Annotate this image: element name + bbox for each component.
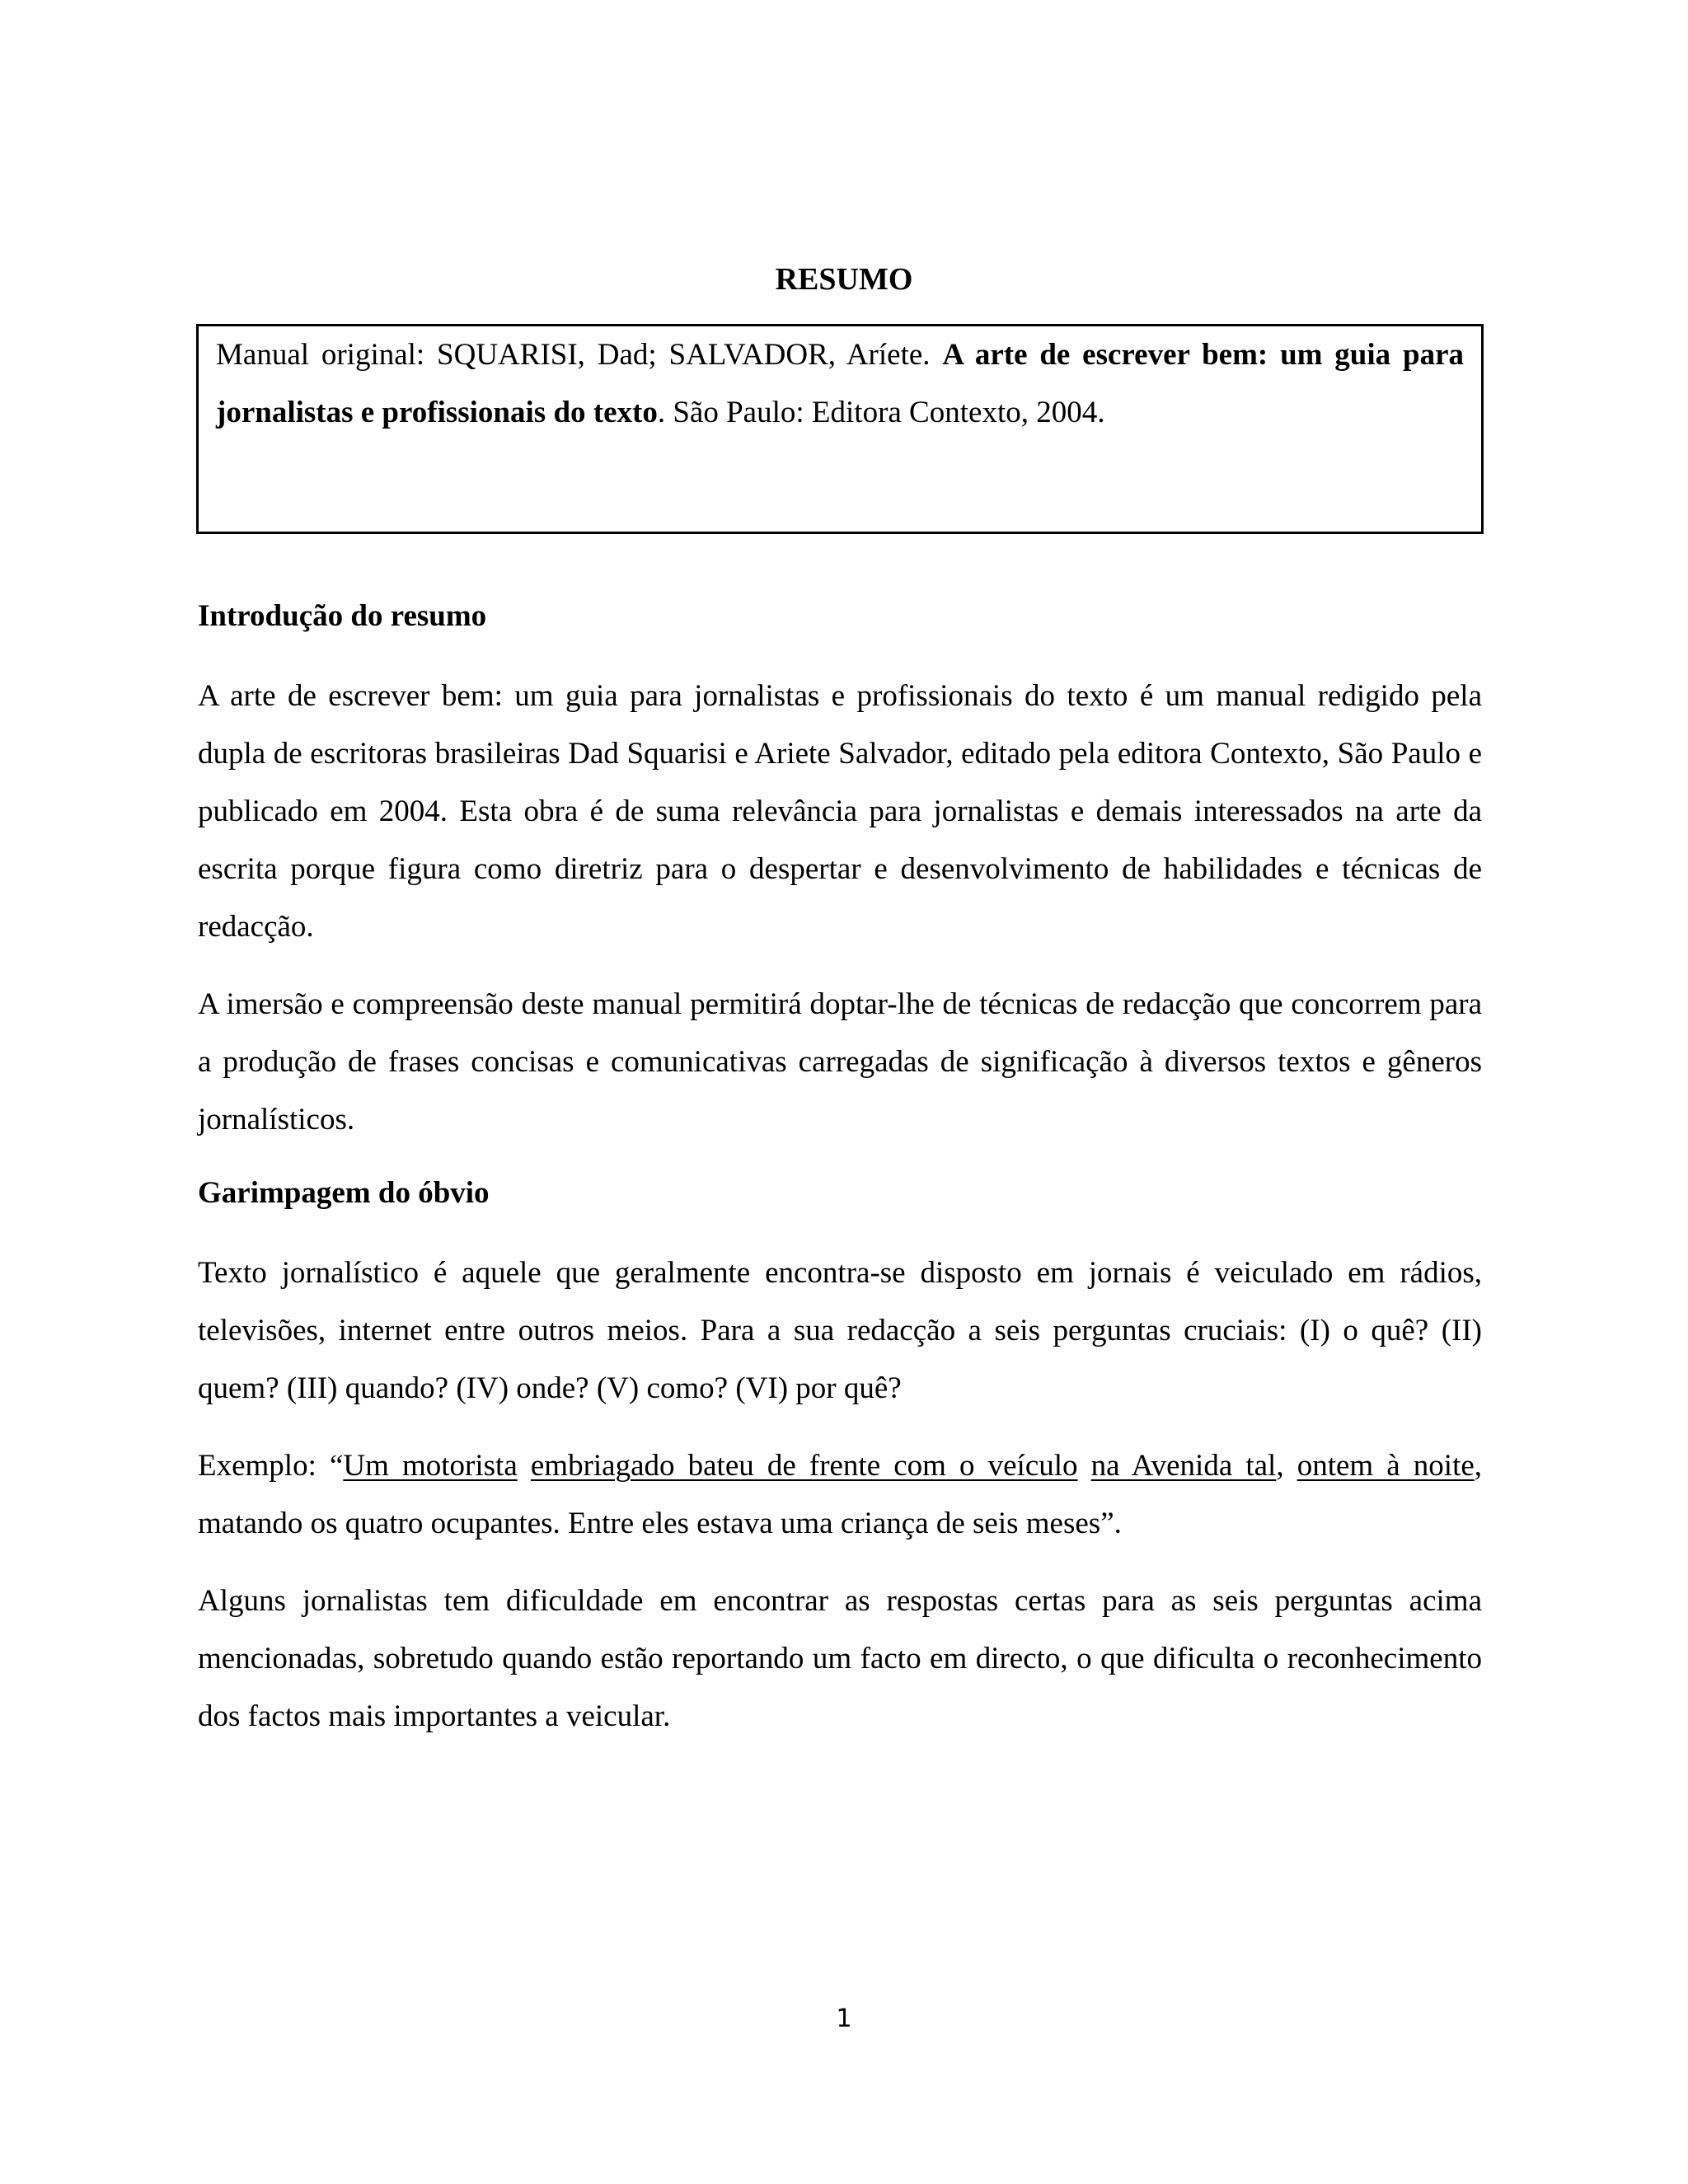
- intro-paragraph-1: A arte de escrever bem: um guia para jornalistas e profissionais do texto é um manual redigido pela dupla de escritoras brasileiras Dad Squarisi e Ariete Salvador, editado pela editora Contexto, São Paulo e publicado em 2004. Esta obra é de suma relevância para jornalistas e demais interessados na arte da escrita porque figura como diretriz para o despertar e desenvolvimento de habilidades e técnicas de redacção.: [198, 679, 1482, 944]
- example-rest: , matando os quatro ocupantes. Entre eles estava uma criança de seis meses”.: [198, 1449, 1483, 1540]
- page-number: 1: [836, 2004, 852, 2033]
- example-separator: ,: [1276, 1449, 1297, 1483]
- reference-book-title-part2: para jornalistas e profissionais do texto: [216, 338, 1464, 429]
- reference-book-title-part1: A arte de escrever bem: um guia: [942, 338, 1391, 372]
- example-label: Exemplo: “: [198, 1449, 344, 1483]
- reference-prefix: Manual original: SQUARISI, Dad; SALVADOR, Aríete.: [216, 338, 943, 372]
- intro-paragraph-2: A imersão e compreensão deste manual permitirá doptar-lhe de técnicas de redacção que concorrem para a produção de frases concisas e comunicativas carregadas de significação à diversos textos e gêneros jornalísticos.: [198, 987, 1482, 1137]
- section-heading-garimpagem: Garimpagem do óbvio: [198, 1176, 490, 1210]
- garimpagem-paragraph-2: Alguns jornalistas tem dificuldade em encontrar as respostas certas para as seis perguntas acima mencionadas, sobretudo quando estão reportando um facto em directo, o que dificulta o reconhecimento dos factos mais importantes a veicular.: [198, 1584, 1482, 1733]
- reference-box: [196, 324, 1484, 534]
- summary-content: [198, 592, 1482, 1746]
- example-who: Um motorista: [343, 1449, 518, 1483]
- reference-publication: . São Paulo: Editora Contexto, 2004.: [657, 396, 1105, 429]
- example-when: ontem à noite: [1296, 1449, 1475, 1483]
- example-separator: [1078, 1449, 1091, 1483]
- page-title: RESUMO: [775, 262, 913, 297]
- section-heading-intro: Introdução do resumo: [198, 599, 487, 633]
- example-what: embriagado bateu de frente com o veículo: [530, 1449, 1078, 1483]
- example-where: na Avenida tal: [1090, 1449, 1277, 1483]
- example-separator: [518, 1449, 531, 1483]
- reference-text: [216, 326, 1464, 442]
- example-paragraph: [198, 1437, 1482, 1553]
- garimpagem-paragraph-1: Texto jornalístico é aquele que geralmente encontra-se disposto em jornais é veiculado em rádios, televisões, internet entre outros meios. Para a sua redacção a seis perguntas cruciais: (I) o quê? (II) quem? (III) quando? (IV) onde? (V) como? (VI) por quê?: [198, 1256, 1482, 1405]
